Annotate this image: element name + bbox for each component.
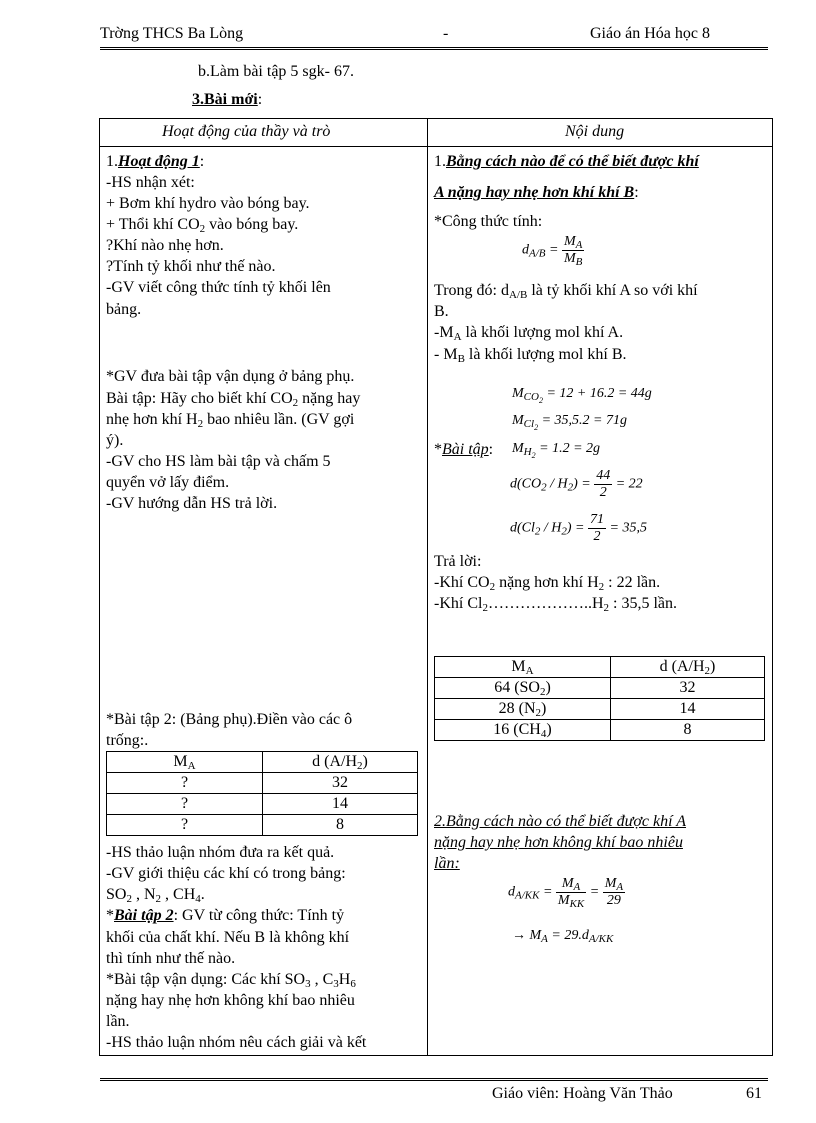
left-line: -HS nhận xét:	[106, 174, 195, 191]
header-subject: Giáo án Hóa học 8	[590, 25, 710, 42]
calc-co2: $M_{CO_2} = 12 + 16.2 = 44g$	[512, 386, 652, 405]
formula-air-density: $d_{A/KK}$ = $\frac{M_A}{M_{KK}}$ = $\frac{M_A}{29}$	[508, 876, 624, 910]
calc-d-cl2: $d(Cl_2 / H_2)$ = $\frac{71}{2}$ = 35,5	[510, 512, 647, 544]
section-title-text: 3.Bài mới	[192, 91, 258, 108]
left-line: + Bơm khí hydro vào bóng bay.	[106, 195, 310, 212]
activity1-label: Hoạt động 1	[118, 153, 200, 170]
exercise-label: *Bài tập:	[434, 441, 494, 458]
table-header-cell: $M_A$	[435, 657, 611, 678]
left-line: nặng hay nhẹ hơn không khí bao nhiêu	[106, 992, 355, 1009]
header-school: Trờng THCS Ba Lòng	[100, 25, 244, 42]
header-dash: -	[443, 25, 449, 42]
left-line: *Bài tập vận dụng: Các khí $SO_3$ , $C_3H_6$	[106, 971, 356, 990]
right-section1-title: 1.Bằng cách nào để có thể biết được khí	[434, 153, 699, 170]
right-line: B.	[434, 303, 449, 320]
table-row: ? 8	[107, 815, 418, 836]
answer-label: Trả lời:	[434, 553, 482, 570]
right-line: $-M_A$ là khối lượng mol khí A.	[434, 324, 624, 343]
footer-rule	[100, 1078, 768, 1083]
exercise-table-left	[106, 751, 418, 836]
table-row: 28 $(N_2)$ 14	[435, 699, 765, 720]
homework-line: b.Làm bài tập 5 sgk- 67.	[198, 63, 354, 80]
section-title	[192, 90, 262, 110]
left-line: *Bài tập 2: (Bảng phụ).Điền vào các ô	[106, 711, 353, 728]
header-rule	[100, 47, 768, 52]
header-row-divider	[99, 146, 773, 147]
left-line: nhẹ hơn khí $H_2$ bao nhiêu lần. (GV gợi	[106, 411, 355, 430]
left-line: $SO_2$ , $N_2$ , $CH_4$.	[106, 886, 205, 905]
left-line: ?Tính tỷ khối như thế nào.	[106, 258, 276, 275]
left-line: -GV cho HS làm bài tập và chấm 5	[106, 453, 331, 470]
left-line: *Bài tập 2: GV từ công thức: Tính tỷ	[106, 907, 345, 924]
left-line: -GV viết công thức tính tỷ khối lên	[106, 279, 331, 296]
exercise-table-right	[434, 656, 765, 741]
answer-line: -Khí $CO_2$ nặng hơn khí $H_2$ : 22 lần.	[434, 574, 661, 593]
section-colon: :	[257, 91, 263, 108]
table-header-cell: $M_A$	[107, 752, 263, 773]
left-line: + Thổi khí $CO_2$ vào bóng bay.	[106, 216, 299, 235]
left-line: khối của chất khí. Nếu B là không khí	[106, 929, 350, 946]
left-line: -HS thảo luận nhóm nêu cách giải và kết	[106, 1034, 367, 1051]
left-line: *GV đưa bài tập vận dụng ở bảng phụ.	[106, 368, 355, 385]
left-line: Bài tập: Hãy cho biết khí $CO_2$ nặng hay	[106, 390, 361, 409]
table-row: 16 $(CH_4)$ 8	[435, 720, 765, 741]
right-line: Trong đó: $d_{A/B}$ là tỷ khối khí A so với khí	[434, 282, 698, 301]
left-line: ý).	[106, 432, 124, 449]
formula-molar-mass: → $M_A = 29.d_{A/KK}$	[512, 928, 614, 945]
table-header-cell: d $(A/H_2)$	[263, 752, 418, 773]
left-line: -HS thảo luận nhóm đưa ra kết quả.	[106, 844, 335, 861]
left-line: -GV hướng dẫn HS trả lời.	[106, 495, 278, 512]
left-line: thì tính như thế nào.	[106, 950, 236, 967]
table-row: ? 32	[107, 773, 418, 794]
left-line: bảng.	[106, 301, 142, 318]
calc-h2: $M_{H_2} = 1.2 = 2g$	[512, 441, 601, 460]
answer-line: -Khí $Cl_2\dots\dots\dots\dots\dots\dots..H_2$ : 35,5 lần.	[434, 595, 678, 614]
right-section2-title-cont: nặng hay nhẹ hơn không khí bao nhiêu	[434, 834, 683, 851]
formula-density: $d_{A/B}$ = $\frac{M_A}{M_B}$	[522, 234, 583, 268]
left-line: quyển vở lấy điểm.	[106, 474, 230, 491]
right-section1-title-cont: A nặng hay nhẹ hơn khí khí B:	[434, 184, 639, 201]
left-line: -GV giới thiệu các khí có trong bảng:	[106, 865, 346, 882]
right-line: - $M_B$ là khối lượng mol khí B.	[434, 346, 627, 365]
activity1-title	[106, 152, 204, 172]
activity1-num: 1.	[106, 153, 118, 170]
right-section2-title-end: lần:	[434, 855, 460, 872]
left-line: lần.	[106, 1013, 130, 1030]
col2-header: Nội dung	[565, 123, 625, 140]
page-number: 61	[746, 1085, 762, 1102]
col1-header: Hoạt động của thầy và trò	[162, 123, 331, 140]
column-divider	[427, 118, 428, 1056]
calc-d-co2: $d(CO_2 / H_2)$ = $\frac{44}{2}$ = 22	[510, 468, 643, 500]
activity1-colon: :	[199, 153, 205, 170]
left-line: trống:.	[106, 732, 149, 749]
table-row: 64 $(SO_2)$ 32	[435, 678, 765, 699]
footer-teacher: Giáo viên: Hoàng Văn Thảo	[492, 1085, 673, 1102]
calc-cl2: $M_{Cl_2} = 35,5.2 = 71g$	[512, 413, 627, 432]
left-line: ?Khí nào nhẹ hơn.	[106, 237, 224, 254]
table-row: ? 14	[107, 794, 418, 815]
right-section2-title: 2.Bằng cách nào có thể biết được khí A	[434, 813, 687, 830]
table-header-cell: d $(A/H_2)$	[611, 657, 765, 678]
right-line: *Công thức tính:	[434, 213, 543, 230]
